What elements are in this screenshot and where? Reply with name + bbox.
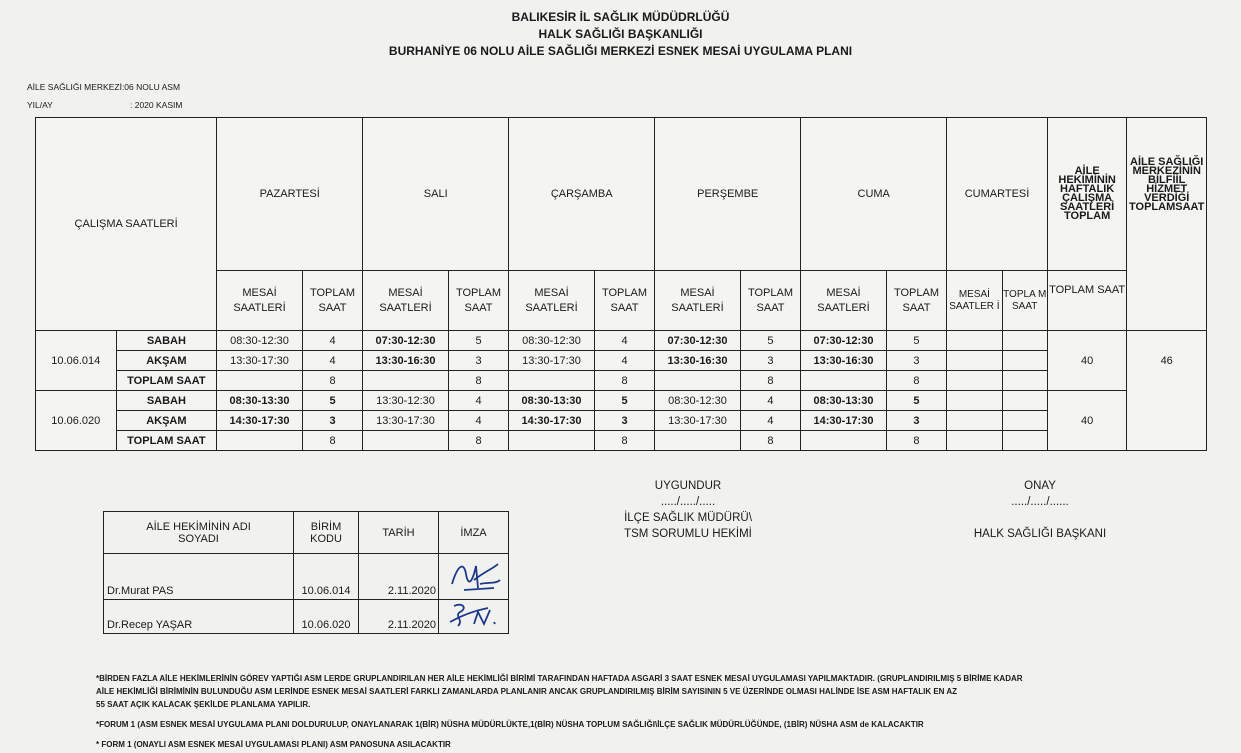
mon-total: 4 (302, 331, 362, 351)
asm-label: AİLE SAĞLIĞI MERKEZİ:06 NOLU ASM (27, 82, 181, 92)
tue-total: 5 (448, 331, 508, 351)
period-value: : 2020 KASIM (130, 100, 183, 110)
signature-2 (439, 600, 509, 634)
tue-total: 3 (448, 351, 508, 371)
row-label-sabah: SABAH (116, 331, 217, 351)
onay-label: ONAY (1024, 480, 1056, 492)
plan-table (35, 117, 1207, 451)
fri-total: 3 (886, 411, 946, 431)
thu-hours: 13:30-17:30 (655, 411, 741, 431)
wed-total: 4 (594, 331, 654, 351)
uygundur-label: UYGUNDUR (654, 480, 722, 492)
sub-total-sat: TOPLA M SAAT (1002, 271, 1047, 331)
sub-hours: MESAİ SAATLERİ (801, 271, 887, 331)
mudur-title-1: İLÇE SAĞLIK MÜDÜRÜ\ (624, 512, 752, 524)
tue-hours: 13:30-12:30 (363, 391, 449, 411)
note-line-5: * FORM 1 (ONAYLI ASM ESNEK MESAİ UYGULAMASI PLANI) ASM PANOSUNA ASILACAKTIR (96, 740, 451, 749)
sub-total: TOPLAM SAAT (594, 271, 654, 331)
sign-date: 2.11.2020 (359, 554, 439, 600)
thu-total: 5 (740, 331, 800, 351)
thu-total: 3 (740, 351, 800, 371)
sub-hours: MESAİ SAATLERİ (217, 271, 303, 331)
mon-total: 5 (302, 391, 362, 411)
thu-total: 4 (740, 391, 800, 411)
mon-total: 4 (302, 351, 362, 371)
sub-hours: MESAİ SAATLERİ (509, 271, 595, 331)
sig-header-sign: İMZA (439, 512, 509, 554)
tue-hours: 07:30-12:30 (363, 331, 449, 351)
header-line-2: HALK SAĞLIĞI BAŞKANLIĞI (538, 27, 703, 41)
fri-hours: 14:30-17:30 (801, 411, 887, 431)
note-line-1: *BİRDEN FAZLA AİLE HEKİMLERİNİN GÖREV YAPTIĞI ASM LERDE GRUPLANDIRILAN HER AİLE HEKİMLİĞİ BİRİMİ TARAFINDAN HAFTADA ASGARİ 3 SAAT ESNEK MESAİ UYGULAMASI YAPILMAKTADIR. (GRUPLANDIRILMIŞ 5 BİRİME KADAR (96, 674, 1023, 683)
signature-table (103, 511, 509, 634)
fri-total: 5 (886, 391, 946, 411)
baskan-title: HALK SAĞLIĞI BAŞKANI (973, 528, 1107, 540)
tue-hours: 13:30-17:30 (363, 411, 449, 431)
day-wed: ÇARŞAMBA (509, 118, 655, 271)
sub-total: TOPLAM SAAT (448, 271, 508, 331)
thu-day-total: 8 (740, 371, 800, 391)
fri-total: 3 (886, 351, 946, 371)
wed-total: 4 (594, 351, 654, 371)
fri-day-total: 8 (886, 431, 946, 451)
fri-hours: 08:30-13:30 (801, 391, 887, 411)
thu-hours: 07:30-12:30 (655, 331, 741, 351)
tue-day-total: 8 (448, 431, 508, 451)
sub-total: TOPLAM SAAT (886, 271, 946, 331)
wed-day-total: 8 (594, 431, 654, 451)
fri-day-total: 8 (886, 371, 946, 391)
wed-total: 5 (594, 391, 654, 411)
sat-total (1002, 331, 1047, 351)
period-label: YIL/AY (27, 100, 53, 110)
header-line-3: BURHANİYE 06 NOLU AİLE SAĞLIĞI MERKEZİ ESNEK MESAİ UYGULAMA PLANI (388, 44, 853, 58)
sign-date: 2.11.2020 (359, 600, 439, 634)
thu-hours: 13:30-16:30 (655, 351, 741, 371)
weekly-total: 40 (1047, 331, 1127, 391)
asm-total-header: AİLE SAĞLIĞI MERKEZİNİN BİLFİİL HİZMET VERDİĞİ TOPLAMSAAT (1127, 118, 1207, 331)
unit-code: 10.06.014 (294, 554, 359, 600)
mudur-title-2: TSM SORUMLU HEKİMİ (624, 528, 752, 540)
wed-hours: 08:30-13:30 (509, 391, 595, 411)
row-label-sabah: SABAH (116, 391, 217, 411)
day-thu: PERŞEMBE (655, 118, 801, 271)
sat-total (1002, 351, 1047, 371)
note-line-4: *FORUM 1 (ASM ESNEK MESAİ UYGULAMA PLANI DOLDURULUP, ONAYLANARAK 1(BİR) NÜSHA MÜDÜRLÜKTE,1(BİR) NÜSHA TOPLUM SAĞLIĞI\İLÇE SAĞLIK MÜDÜRLÜĞÜNDE, (1BİR) NÜSHA ASM de KALACAKTIR (96, 720, 924, 729)
approval-block-left (598, 478, 778, 542)
signature-1 (439, 554, 509, 600)
sub-total: TOPLAM SAAT (740, 271, 800, 331)
day-fri: CUMA (801, 118, 947, 271)
unit-code: 10.06.020 (294, 600, 359, 634)
sat-total (1002, 391, 1047, 411)
thu-total: 4 (740, 411, 800, 431)
wed-hours: 13:30-17:30 (509, 351, 595, 371)
mon-day-total: 8 (302, 371, 362, 391)
row-label-toplam: TOPLAM SAAT (116, 431, 217, 451)
tue-total: 4 (448, 411, 508, 431)
row-label-aksam: AKŞAM (116, 411, 217, 431)
sat-total (1002, 411, 1047, 431)
weekly-total: 40 (1047, 391, 1127, 451)
wed-hours: 14:30-17:30 (509, 411, 595, 431)
wed-total: 3 (594, 411, 654, 431)
sig-header-date: TARİH (359, 512, 439, 554)
day-sat: CUMARTESİ (947, 118, 1048, 271)
note-line-2: AİLE HEKİMLİĞİ BİRİMİNİN BULUNDUĞU ASM LERİNDE ESNEK MESAİ SAATLERİ FARKLI ZAMANLARDA PLANLANIR ANCAK GRUPLANDIRILMIŞ BİRİM SAYISININ 5 VE ÜZERİNDE OLMASI HALİNDE İSE ASM HAFTALIK EN AZ (96, 687, 958, 696)
weekly-total-header: AİLE HEKİMİNİN HAFTALIK ÇALIŞMA SAATLERİ TOPLAM (1047, 118, 1127, 271)
header-line-1: BALIKESİR İL SAĞLIK MÜDÜDRLÜĞÜ (511, 10, 730, 24)
thu-hours: 08:30-12:30 (655, 391, 741, 411)
mon-hours: 13:30-17:30 (217, 351, 303, 371)
fri-total: 5 (886, 331, 946, 351)
row-label-toplam: TOPLAM SAAT (116, 371, 217, 391)
sub-total: TOPLAM SAAT (302, 271, 362, 331)
sub-hours-sat: MESAİ SAATLER İ (947, 271, 1002, 331)
sat-hours (947, 351, 1002, 371)
mon-total: 3 (302, 411, 362, 431)
sat-hours (947, 411, 1002, 431)
hours-title: ÇALIŞMA SAATLERİ (36, 118, 217, 331)
mon-hours: 08:30-13:30 (217, 391, 303, 411)
row-label-aksam: AKŞAM (116, 351, 217, 371)
tue-day-total: 8 (448, 371, 508, 391)
tue-total: 4 (448, 391, 508, 411)
approval-block-right (955, 478, 1125, 542)
sub-hours: MESAİ SAATLERİ (363, 271, 449, 331)
asm-total: 46 (1127, 331, 1207, 451)
uygundur-date: ...../...../..... (660, 496, 716, 508)
weekly-sub: TOPLAM SAAT (1047, 271, 1127, 331)
sig-header-name: AİLE HEKİMİNİN ADI SOYADI (104, 512, 294, 554)
note-line-3: 55 SAAT AÇIK KALACAK ŞEKİLDE PLANLAMA YAPILIR. (96, 700, 311, 709)
mon-day-total: 8 (302, 431, 362, 451)
sat-hours (947, 391, 1002, 411)
sub-hours: MESAİ SAATLERİ (655, 271, 741, 331)
fri-hours: 13:30-16:30 (801, 351, 887, 371)
mon-hours: 08:30-12:30 (217, 331, 303, 351)
wed-hours: 08:30-12:30 (509, 331, 595, 351)
thu-day-total: 8 (740, 431, 800, 451)
doctor-name: Dr.Recep YAŞAR (104, 600, 294, 634)
sig-header-code: BİRİM KODU (294, 512, 359, 554)
unit-code: 10.06.020 (36, 391, 117, 451)
day-mon: PAZARTESİ (217, 118, 363, 271)
fri-hours: 07:30-12:30 (801, 331, 887, 351)
tue-hours: 13:30-16:30 (363, 351, 449, 371)
mon-hours: 14:30-17:30 (217, 411, 303, 431)
onay-date: ...../...../...... (1011, 496, 1069, 508)
day-tue: SALI (363, 118, 509, 271)
wed-day-total: 8 (594, 371, 654, 391)
sat-hours (947, 331, 1002, 351)
unit-code: 10.06.014 (36, 331, 117, 391)
doctor-name: Dr.Murat PAS (104, 554, 294, 600)
